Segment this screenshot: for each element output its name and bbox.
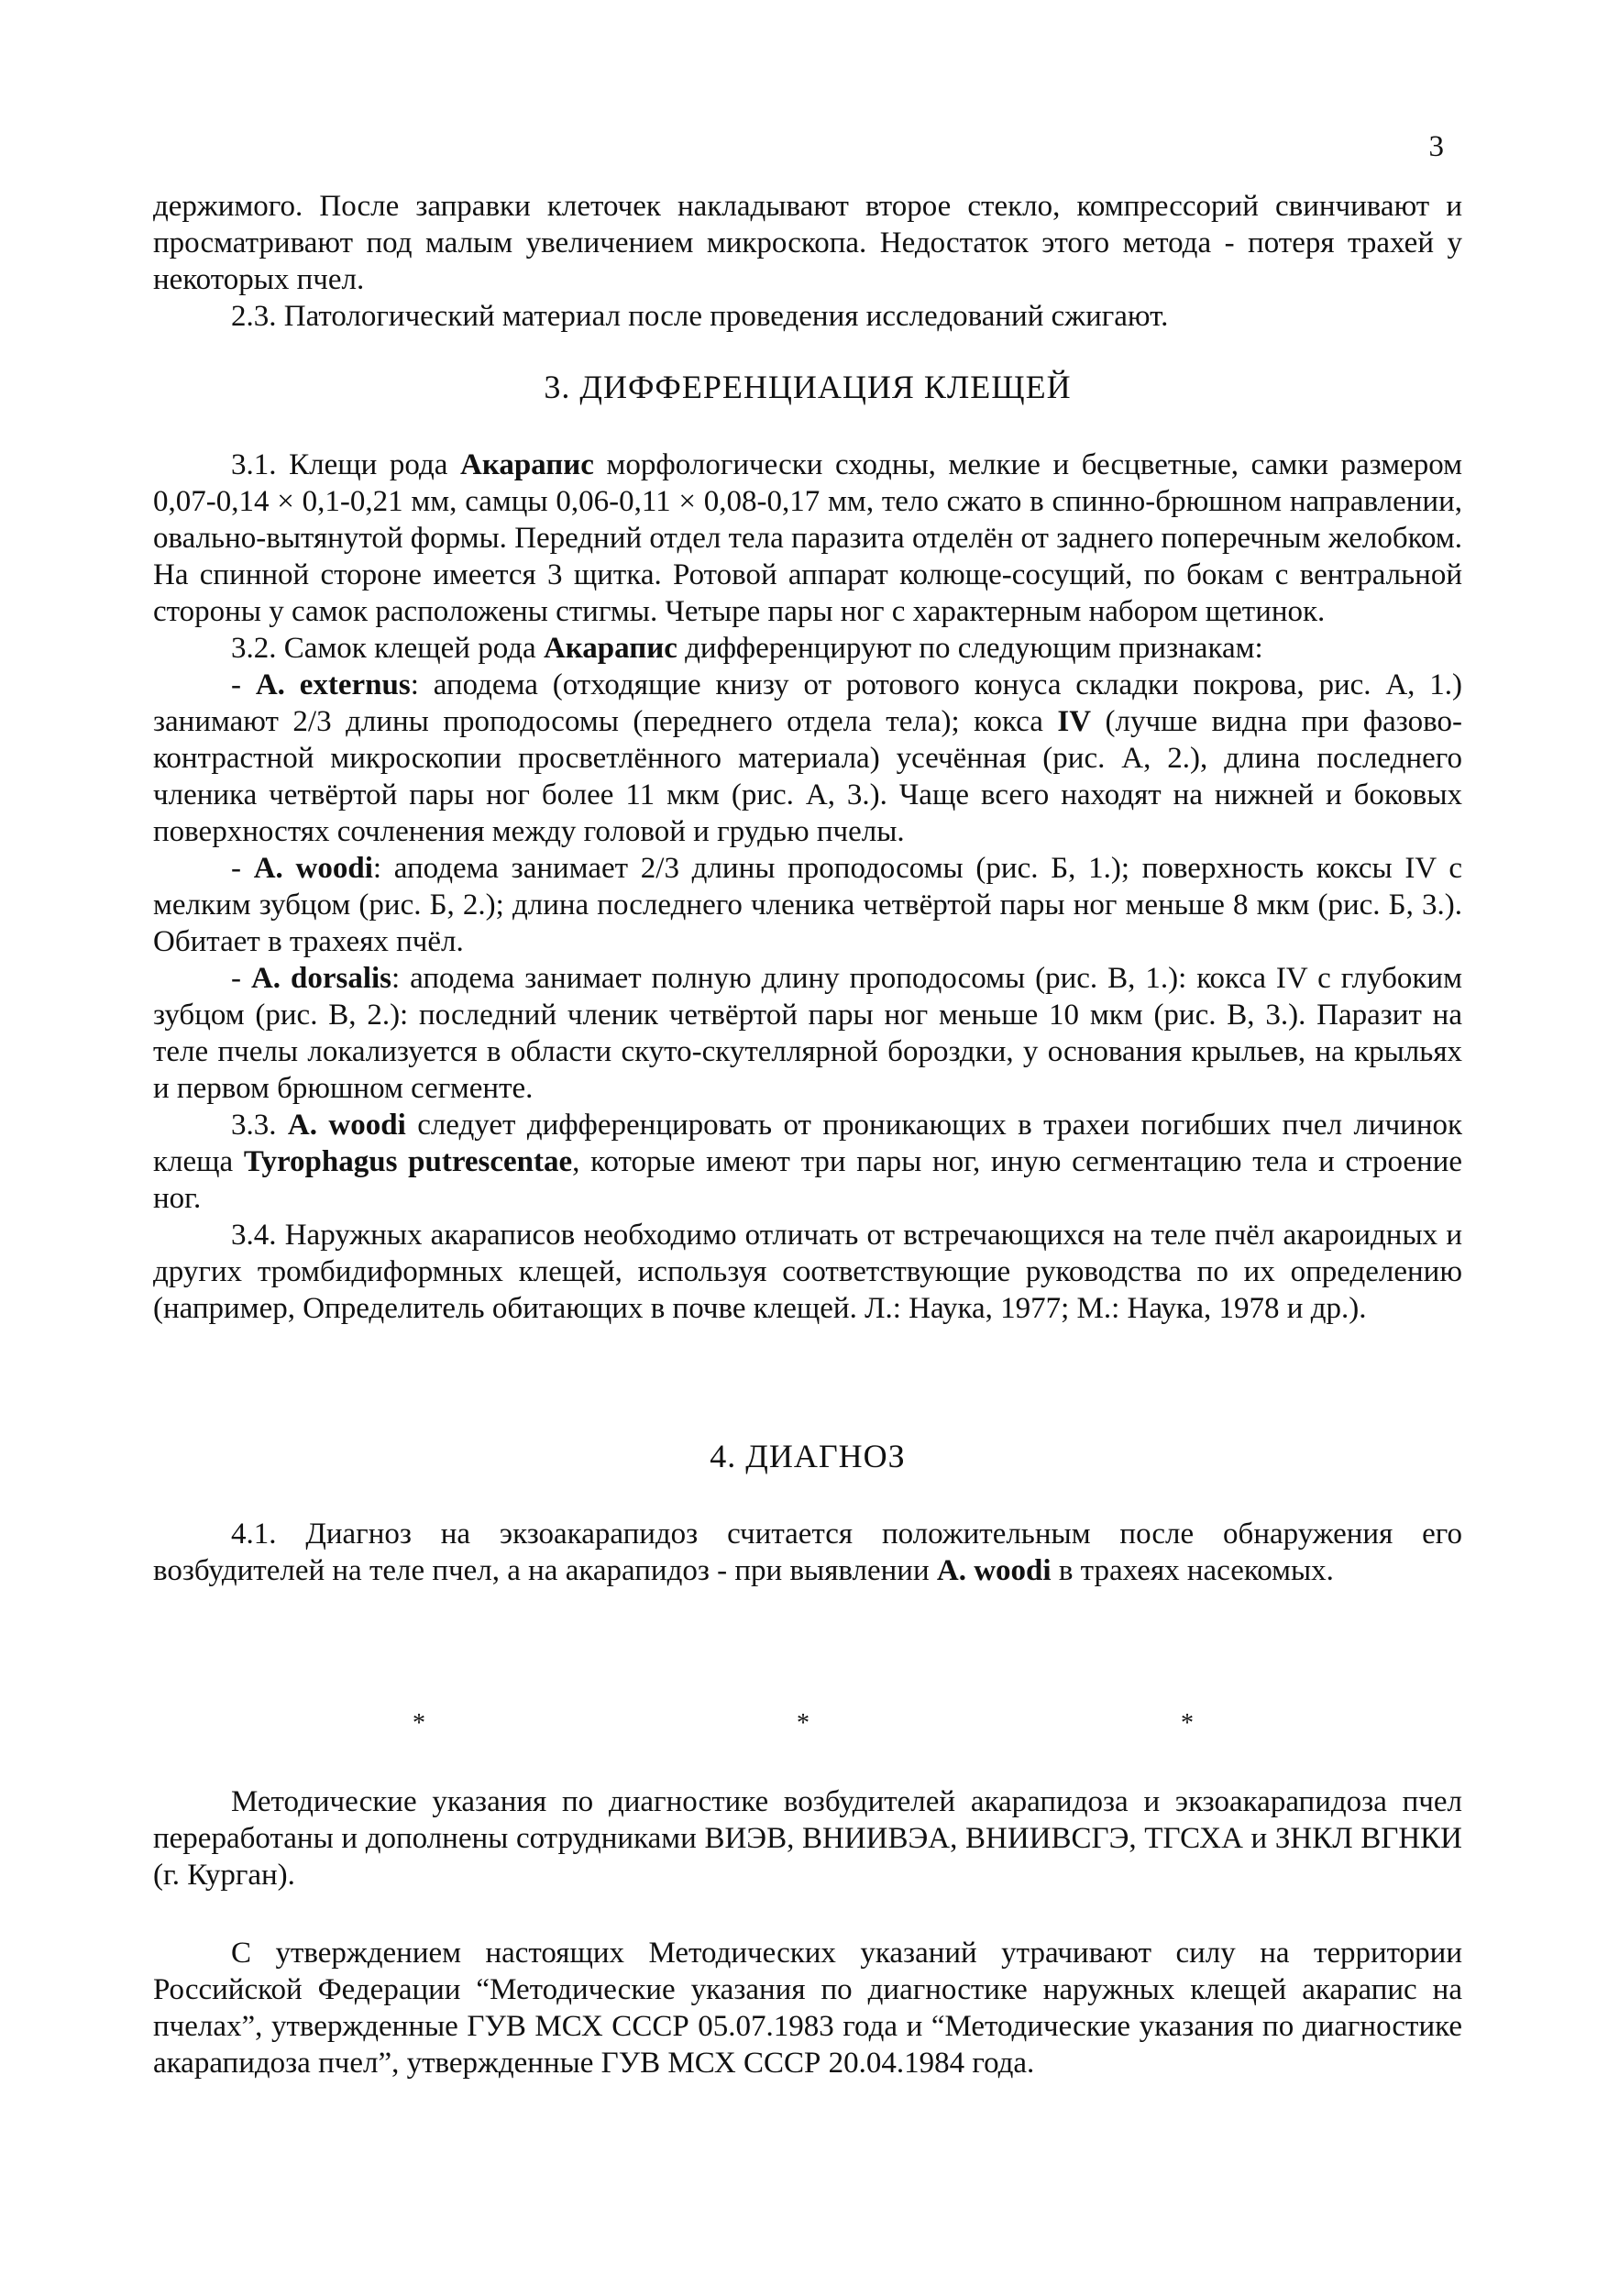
species-name: A. woodi (287, 1109, 406, 1142)
species-name: A. dorsalis (250, 962, 392, 995)
intro-block (153, 188, 1462, 335)
item-a-externus: - A. externus: аподема (отходящие книзу от ротового конуса складки покрова, рис. А, 1.) занимают 2/3 длины проподосомы (переднего отдела тела); кокса IV (лучше видна при фазово-контрастной микроскопии просветлённого материала) усечённая (рис. А, 2.), длина последнего членика четвёртой пары ног более 11 мкм (рис. А, 3.). Чаще всего находят на нижней и боковых поверхностях сочленения между головой и грудью пчелы. (153, 668, 1462, 848)
genus-name: Акарапис (543, 632, 677, 665)
section-3-body (153, 447, 1462, 1327)
separator (0, 1705, 1597, 1742)
paragraph-3-2: 3.2. Самок клещей рода Акарапис дифференцируют по следующим признакам: (231, 632, 1263, 665)
section-4-heading: 4. ДИАГНОЗ (710, 1438, 906, 1474)
species-name: A. woodi (253, 852, 373, 885)
item-a-woodi: - A. woodi: аподема занимает 2/3 длины проподосомы (рис. Б, 1.); поверхность коксы IV с мелким зубцом (рис. Б, 2.); длина последнего членика четвёртой пары ног меньше 8 мкм (рис. Б, 3.). Обитает в трахеях пчёл. (153, 852, 1462, 958)
intro-paragraph: держимого. После заправки клеточек накладывают второе стекло, компрессорий свинчивают и просматривают под малым увеличением микроскопа. Недостаток этого метода - потеря трахей у некоторых пчел. (153, 190, 1462, 296)
section-4-body (153, 1516, 1462, 1589)
paragraph-4-1: 4.1. Диагноз на экзоакарапидоз считается положительным после обнаружения его возбудителей на теле пчел, а на акарапидоз - при выявлении A. woodi в трахеях насекомых. (153, 1518, 1462, 1587)
asterisk: * (797, 1709, 810, 1738)
page-number: 3 (1428, 130, 1444, 163)
species-name: A. woodi (936, 1554, 1052, 1587)
item-a-dorsalis: - A. dorsalis: аподема занимает полную длину проподосомы (рис. В, 1.): кокса IV с глубоким зубцом (рис. В, 2.): последний членик четвёртой пары ног меньше 10 мкм (рис. В, 3.). Паразит на теле пчелы локализуется в области скуто-скутеллярной бороздки, у основания крыльев, на крыльях и первом брюшном сегменте. (153, 962, 1462, 1105)
paragraph-3-3: 3.3. A. woodi следует дифференцировать от проникающих в трахеи погибших пчел личинок клеща Tyrophagus putrescentae, которые имеют три пары ног, иную сегментацию тела и строение ног. (153, 1109, 1463, 1215)
closing-block-2 (153, 1935, 1462, 2081)
paragraph-2-3: 2.3. Патологический материал после проведения исследований сжигают. (231, 300, 1169, 333)
genus-name: Акарапис (459, 448, 594, 481)
paragraph-3-1: 3.1. Клещи рода Акарапис морфологически сходны, мелкие и бесцветные, самки размером 0,07-0,14 × 0,1-0,21 мм, самцы 0,06-0,11 × 0,08-0,17 мм, тело сжато в спинно-брюшном направлении, овально-вытянутой формы. Передний отдел тела паразита отделён от заднего поперечным желобком. На спинной стороне имеется 3 щитка. Ротовой аппарат колюще-сосущий, по бокам с вентральной стороны у самок расположены стигмы. Четыре пары ног с характерным набором щетинок. (153, 448, 1462, 628)
section-3-heading: 3. ДИФФЕРЕНЦИАЦИЯ КЛЕЩЕЙ (544, 369, 1072, 405)
asterisk: * (1181, 1709, 1194, 1738)
closing-paragraph-2: С утверждением настоящих Методических указаний утрачивают силу на территории Российской Федерации “Методические указания по диагностике наружных клещей акарапис на пчелах”, утвержденные ГУВ МСХ СССР 05.07.1983 года и “Методические указания по диагностике акарапидоза пчел”, утвержденные ГУВ МСХ СССР 20.04.1984 года. (153, 1937, 1462, 2080)
species-name: A. externus (255, 668, 411, 701)
paragraph-3-4: 3.4. Наружных акараписов необходимо отличать от встречающихся на теле пчёл акароидных и других тромбидиформных клещей, используя соответствующие руководства по их определению (например, Определитель обитающих в почве клещей. Л.: Наука, 1977; М.: Наука, 1978 и др.). (153, 1219, 1462, 1325)
closing-paragraph-1: Методические указания по диагностике возбудителей акарапидоза и экзоакарапидоза пчел переработаны и дополнены сотрудниками ВИЭВ, ВНИИВЭА, ВНИИВСГЭ, ТГСХА и ЗНКЛ ВГНКИ (г. Курган). (153, 1785, 1462, 1892)
asterisk: * (413, 1709, 425, 1738)
species-name: Tyrophagus putrescentae (243, 1145, 573, 1178)
closing-block (153, 1783, 1462, 1893)
